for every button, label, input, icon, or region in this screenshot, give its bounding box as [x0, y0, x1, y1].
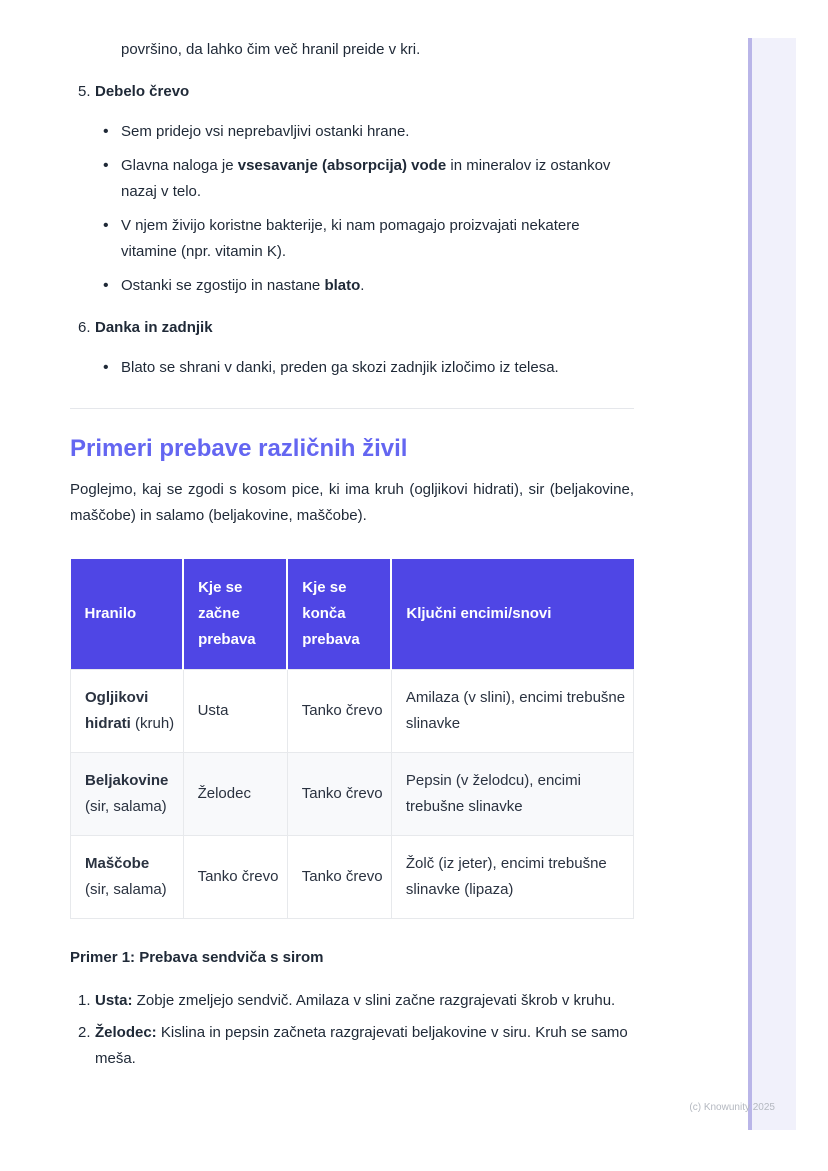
table-cell [183, 670, 287, 753]
footer-copyright: (c) Knowunity 2025 [689, 1102, 775, 1113]
table-cell [71, 836, 184, 919]
heading-title: Debelo črevo [95, 83, 190, 100]
emphasis-text: Maščobe [85, 855, 150, 872]
continuation-line: površino, da lahko čim več hranil preide v kri. [121, 41, 421, 58]
column-header: Kje se začne prebava [183, 559, 287, 670]
table-cell [391, 670, 633, 753]
text-segment: (kruh) [130, 715, 175, 732]
text-segment: Blato se shrani v danki, preden ga skozi zadnjik izločimo iz telesa. [121, 359, 559, 376]
text-segment: Tanko črevo [301, 785, 383, 802]
table-cell [71, 753, 184, 836]
heading-number: 6. [78, 319, 91, 336]
text-segment: Tanko črevo [301, 868, 383, 885]
table-row [71, 670, 634, 753]
table-row [71, 836, 634, 919]
numbered-heading-6 [70, 315, 634, 341]
table-row [71, 753, 634, 836]
step-number: 2. [78, 1024, 91, 1041]
bullet-item [70, 119, 634, 145]
emphasis-text: Ogljikovi hidrati [85, 689, 149, 732]
table-cell [183, 836, 287, 919]
bullet-item [70, 213, 634, 265]
emphasis-text: Želodec: [95, 1024, 157, 1041]
bullet-list-5 [70, 119, 634, 299]
column-header: Kje se konča prebava [287, 559, 391, 670]
text-segment: Kislina in pepsin začneta razgrajevati beljakovine v siru. Kruh se samo meša. [95, 1024, 628, 1067]
text-segment: Glavna naloga je [121, 157, 238, 174]
text-segment: in mineralov iz ostankov nazaj v telo. [121, 157, 611, 200]
section-heading: Primeri prebave različnih živil [70, 435, 408, 462]
table-cell [287, 836, 391, 919]
digestion-table [70, 559, 634, 919]
page-edge-line [748, 38, 752, 1130]
table-cell [71, 670, 184, 753]
example-heading: Primer 1: Prebava sendviča s sirom [70, 949, 324, 966]
numbered-heading-5 [70, 79, 634, 105]
document-page [70, 0, 634, 1078]
emphasis-text: Usta: [95, 992, 133, 1009]
text-segment: Pepsin (v želodcu), encimi trebušne slinavke [405, 772, 581, 815]
bullet-item [70, 273, 634, 299]
text-segment: Tanko črevo [197, 868, 279, 885]
emphasis-text: Beljakovine [85, 772, 169, 789]
text-segment: Zobje zmeljejo sendvič. Amilaza v slini začne razgrajevati škrob v kruhu. [132, 992, 616, 1009]
table-cell [391, 836, 633, 919]
text-segment: Amilaza (v slini), encimi trebušne slinavke [405, 689, 626, 732]
step-number: 1. [78, 992, 91, 1009]
emphasis-text: vsesavanje (absorpcija) vode [237, 157, 447, 174]
numbered-step [70, 988, 634, 1014]
heading-title: Danka in zadnjik [95, 319, 213, 336]
numbered-step [70, 1020, 634, 1072]
text-segment: (sir, salama) [85, 798, 167, 815]
heading-number: 5. [78, 83, 91, 100]
table-body [71, 670, 634, 919]
section-divider [70, 408, 634, 409]
text-segment: Želodec [197, 785, 251, 802]
text-segment: V njem živijo koristne bakterije, ki nam pomagajo proizvajati nekatere vitamine (npr. vitamin K). [121, 217, 580, 260]
bullet-item [70, 153, 634, 205]
table-cell [183, 753, 287, 836]
table-header-row [71, 559, 634, 670]
text-segment: Tanko črevo [301, 702, 383, 719]
text-segment: (sir, salama) [85, 881, 167, 898]
emphasis-text: blato [324, 277, 361, 294]
column-header: Hranilo [71, 559, 184, 670]
bullet-item [70, 355, 634, 381]
table-cell [391, 753, 633, 836]
next-page-preview-panel [752, 38, 796, 1130]
bullet-list-6 [70, 355, 634, 381]
table-cell [287, 670, 391, 753]
table-header [71, 559, 634, 670]
table-cell [287, 753, 391, 836]
text-segment: Usta [197, 702, 229, 719]
example-steps-list [70, 988, 634, 1072]
intro-paragraph: Poglejmo, kaj se zgodi s kosom pice, ki ima kruh (ogljikovi hidrati), sir (beljakovine, maščobe) in salamo (beljakovine, maščobe). [70, 481, 634, 524]
text-segment: Sem pridejo vsi neprebavljivi ostanki hrane. [121, 123, 410, 140]
text-segment: Ostanki se zgostijo in nastane [121, 277, 325, 294]
text-segment: . [360, 277, 365, 294]
text-segment: Žolč (iz jeter), encimi trebušne slinavke (lipaza) [405, 855, 607, 898]
column-header: Ključni encimi/snovi [391, 559, 633, 670]
